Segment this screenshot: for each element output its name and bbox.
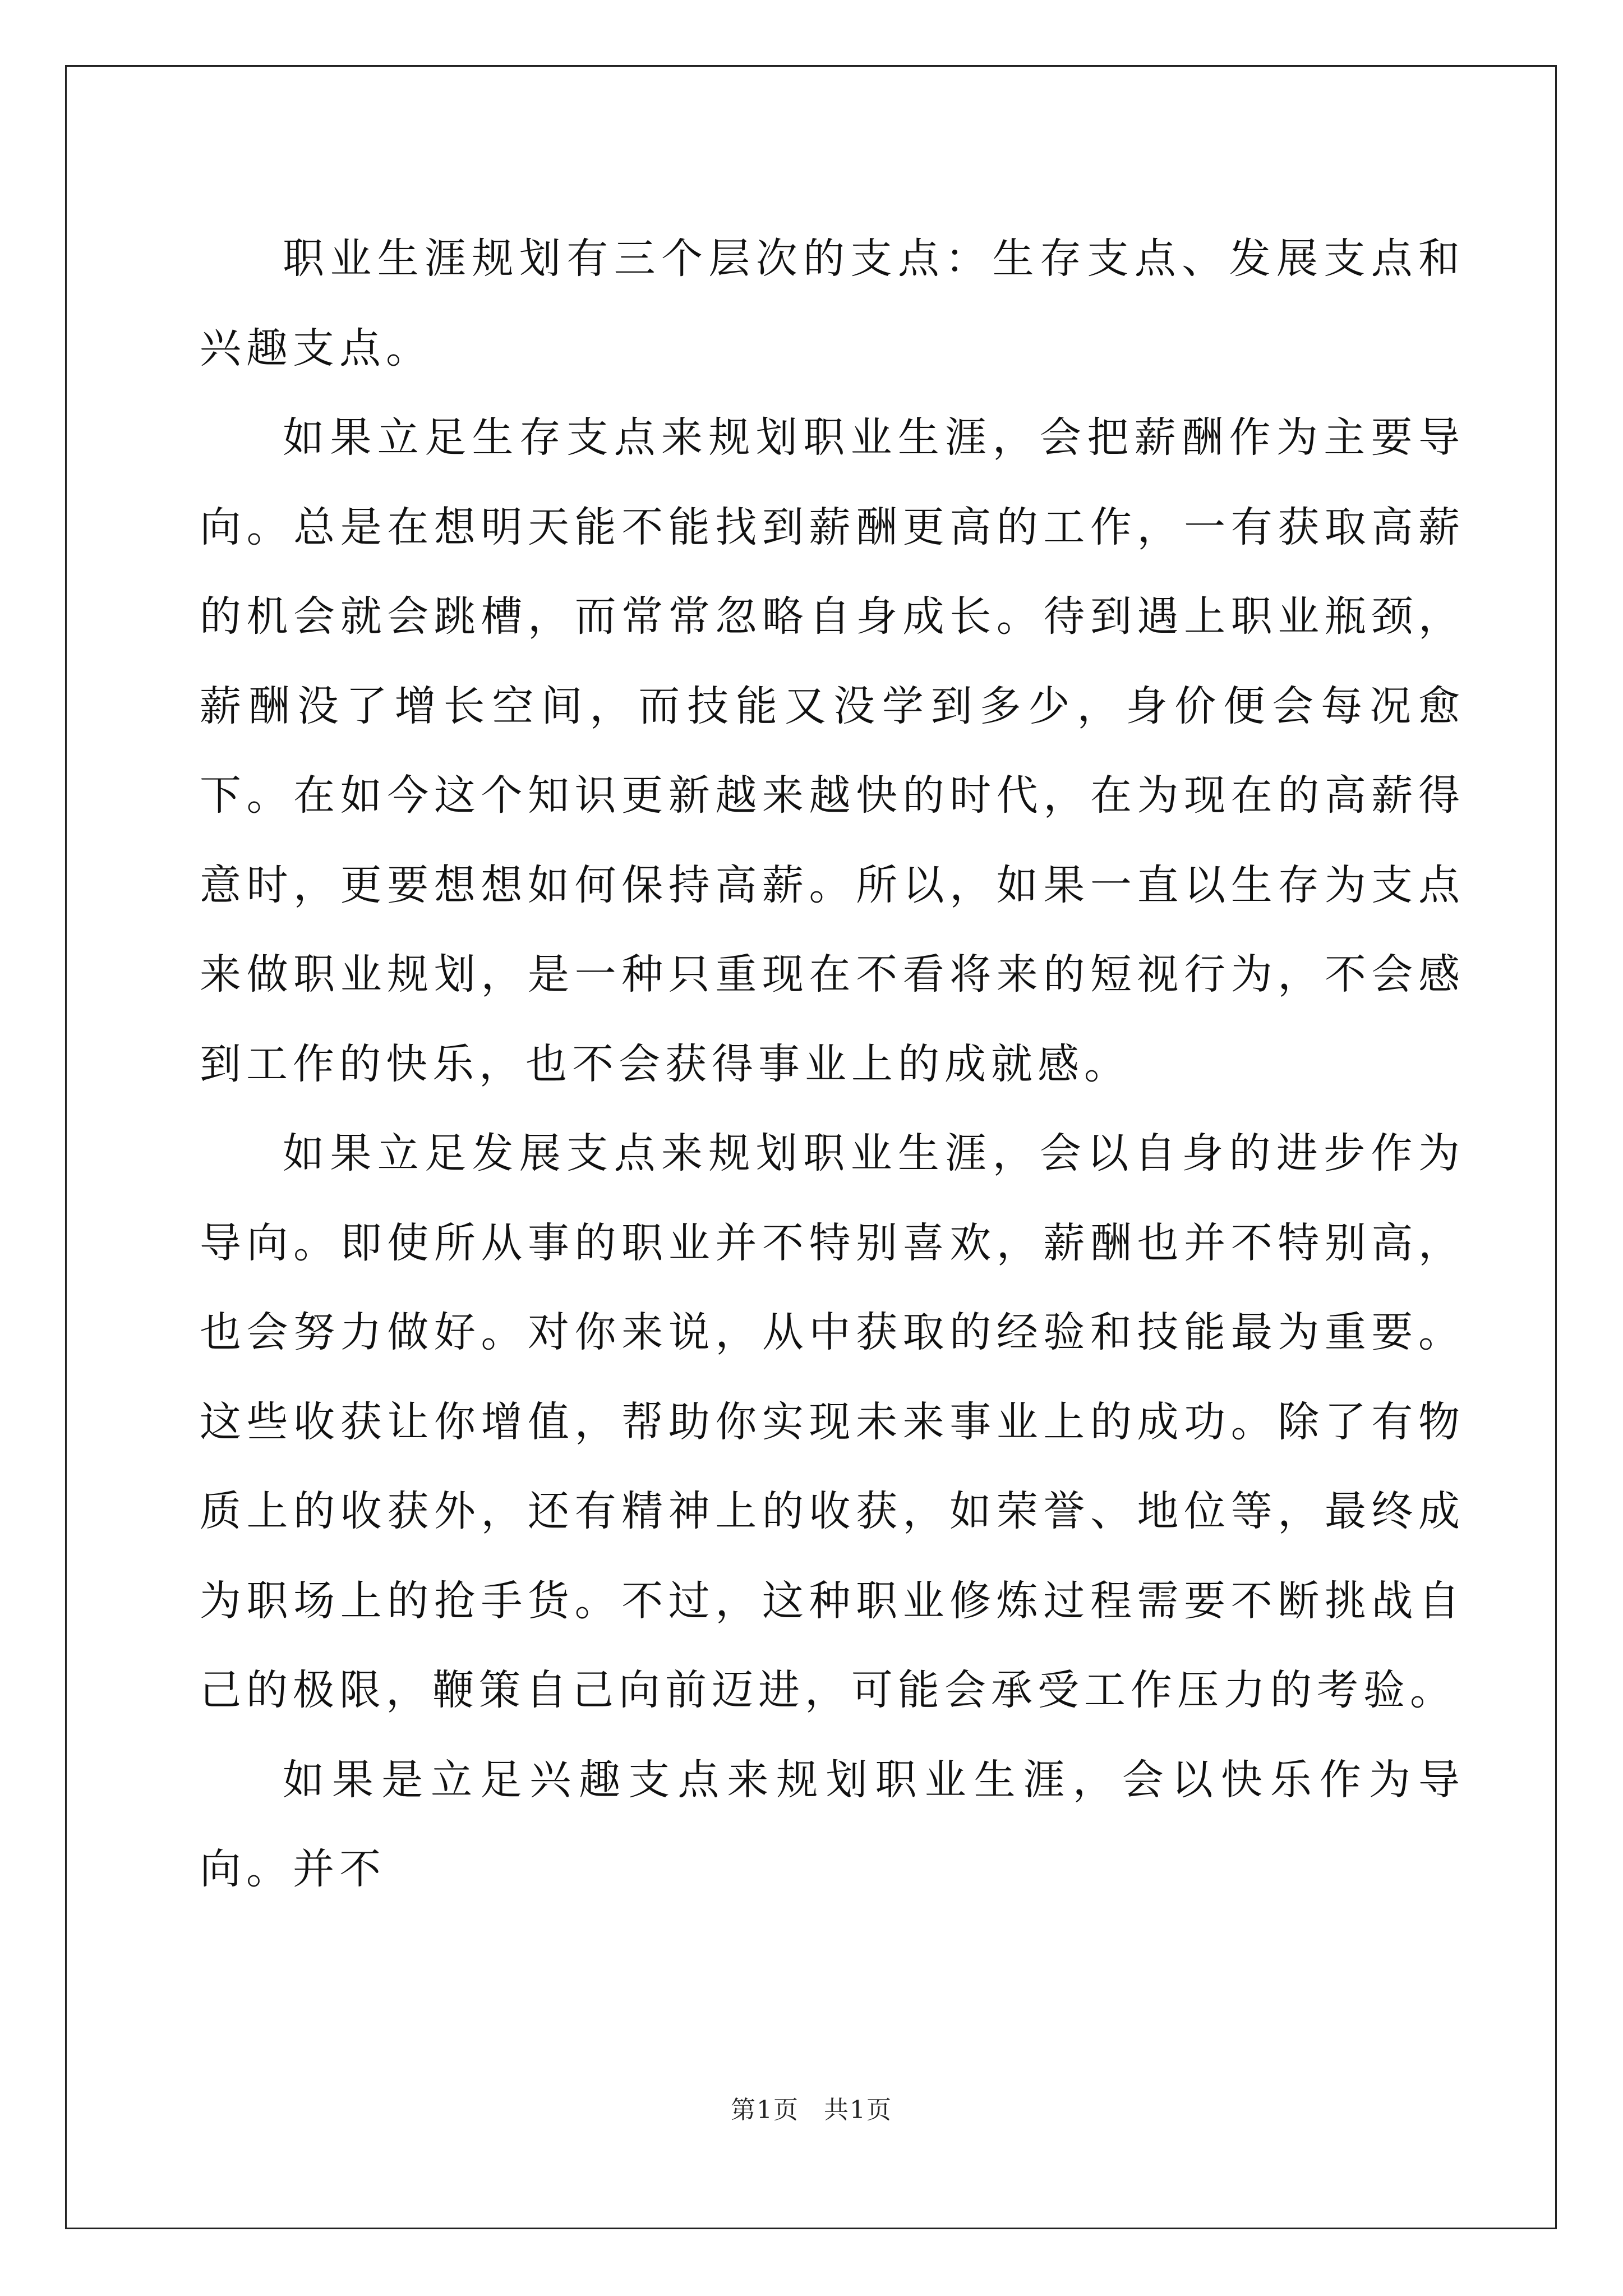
- paragraph-2: 如果立足生存支点来规划职业生涯，会把薪酬作为主要导向。总是在想明天能不能找到薪酬更高的工作，一有获取高薪的机会就会跳槽，而常常忽略自身成长。待到遇上职业瓶颈，薪酬没了增长空间，而技能又没学到多少，身价便会每况愈下。在如今这个知识更新越来越快的时代，在为现在的高薪得意时，更要想想如何保持高薪。所以，如果一直以生存为支点来做职业规划，是一种只重现在不看将来的短视行为，不会感到工作的快乐，也不会获得事业上的成就感。: [200, 413, 1465, 1088]
- page-number-total: 共1页: [824, 2096, 892, 2124]
- paragraph-1: 职业生涯规划有三个层次的支点：生存支点、发展支点和兴趣支点。: [200, 234, 1465, 372]
- paragraph-4: 如果是立足兴趣支点来规划职业生涯，会以快乐作为导向。并不: [200, 1755, 1465, 1893]
- page-footer: [0, 2090, 1623, 2125]
- paragraph-3: 如果立足发展支点来规划职业生涯，会以自身的进步作为导向。即使所从事的职业并不特别喜欢，薪酬也并不特别高，也会努力做好。对你来说，从中获取的经验和技能最为重要。这些收获让你增值，帮助你实现未来事业上的成功。除了有物质上的收获外，还有精神上的收获，如荣誉、地位等，最终成为职场上的抢手货。不过，这种职业修炼过程需要不断挑战自己的极限，鞭策自己向前迈进，可能会承受工作压力的考验。: [200, 1129, 1465, 1714]
- page-number-current: 第1页: [731, 2096, 799, 2124]
- document-body: [200, 214, 1465, 1915]
